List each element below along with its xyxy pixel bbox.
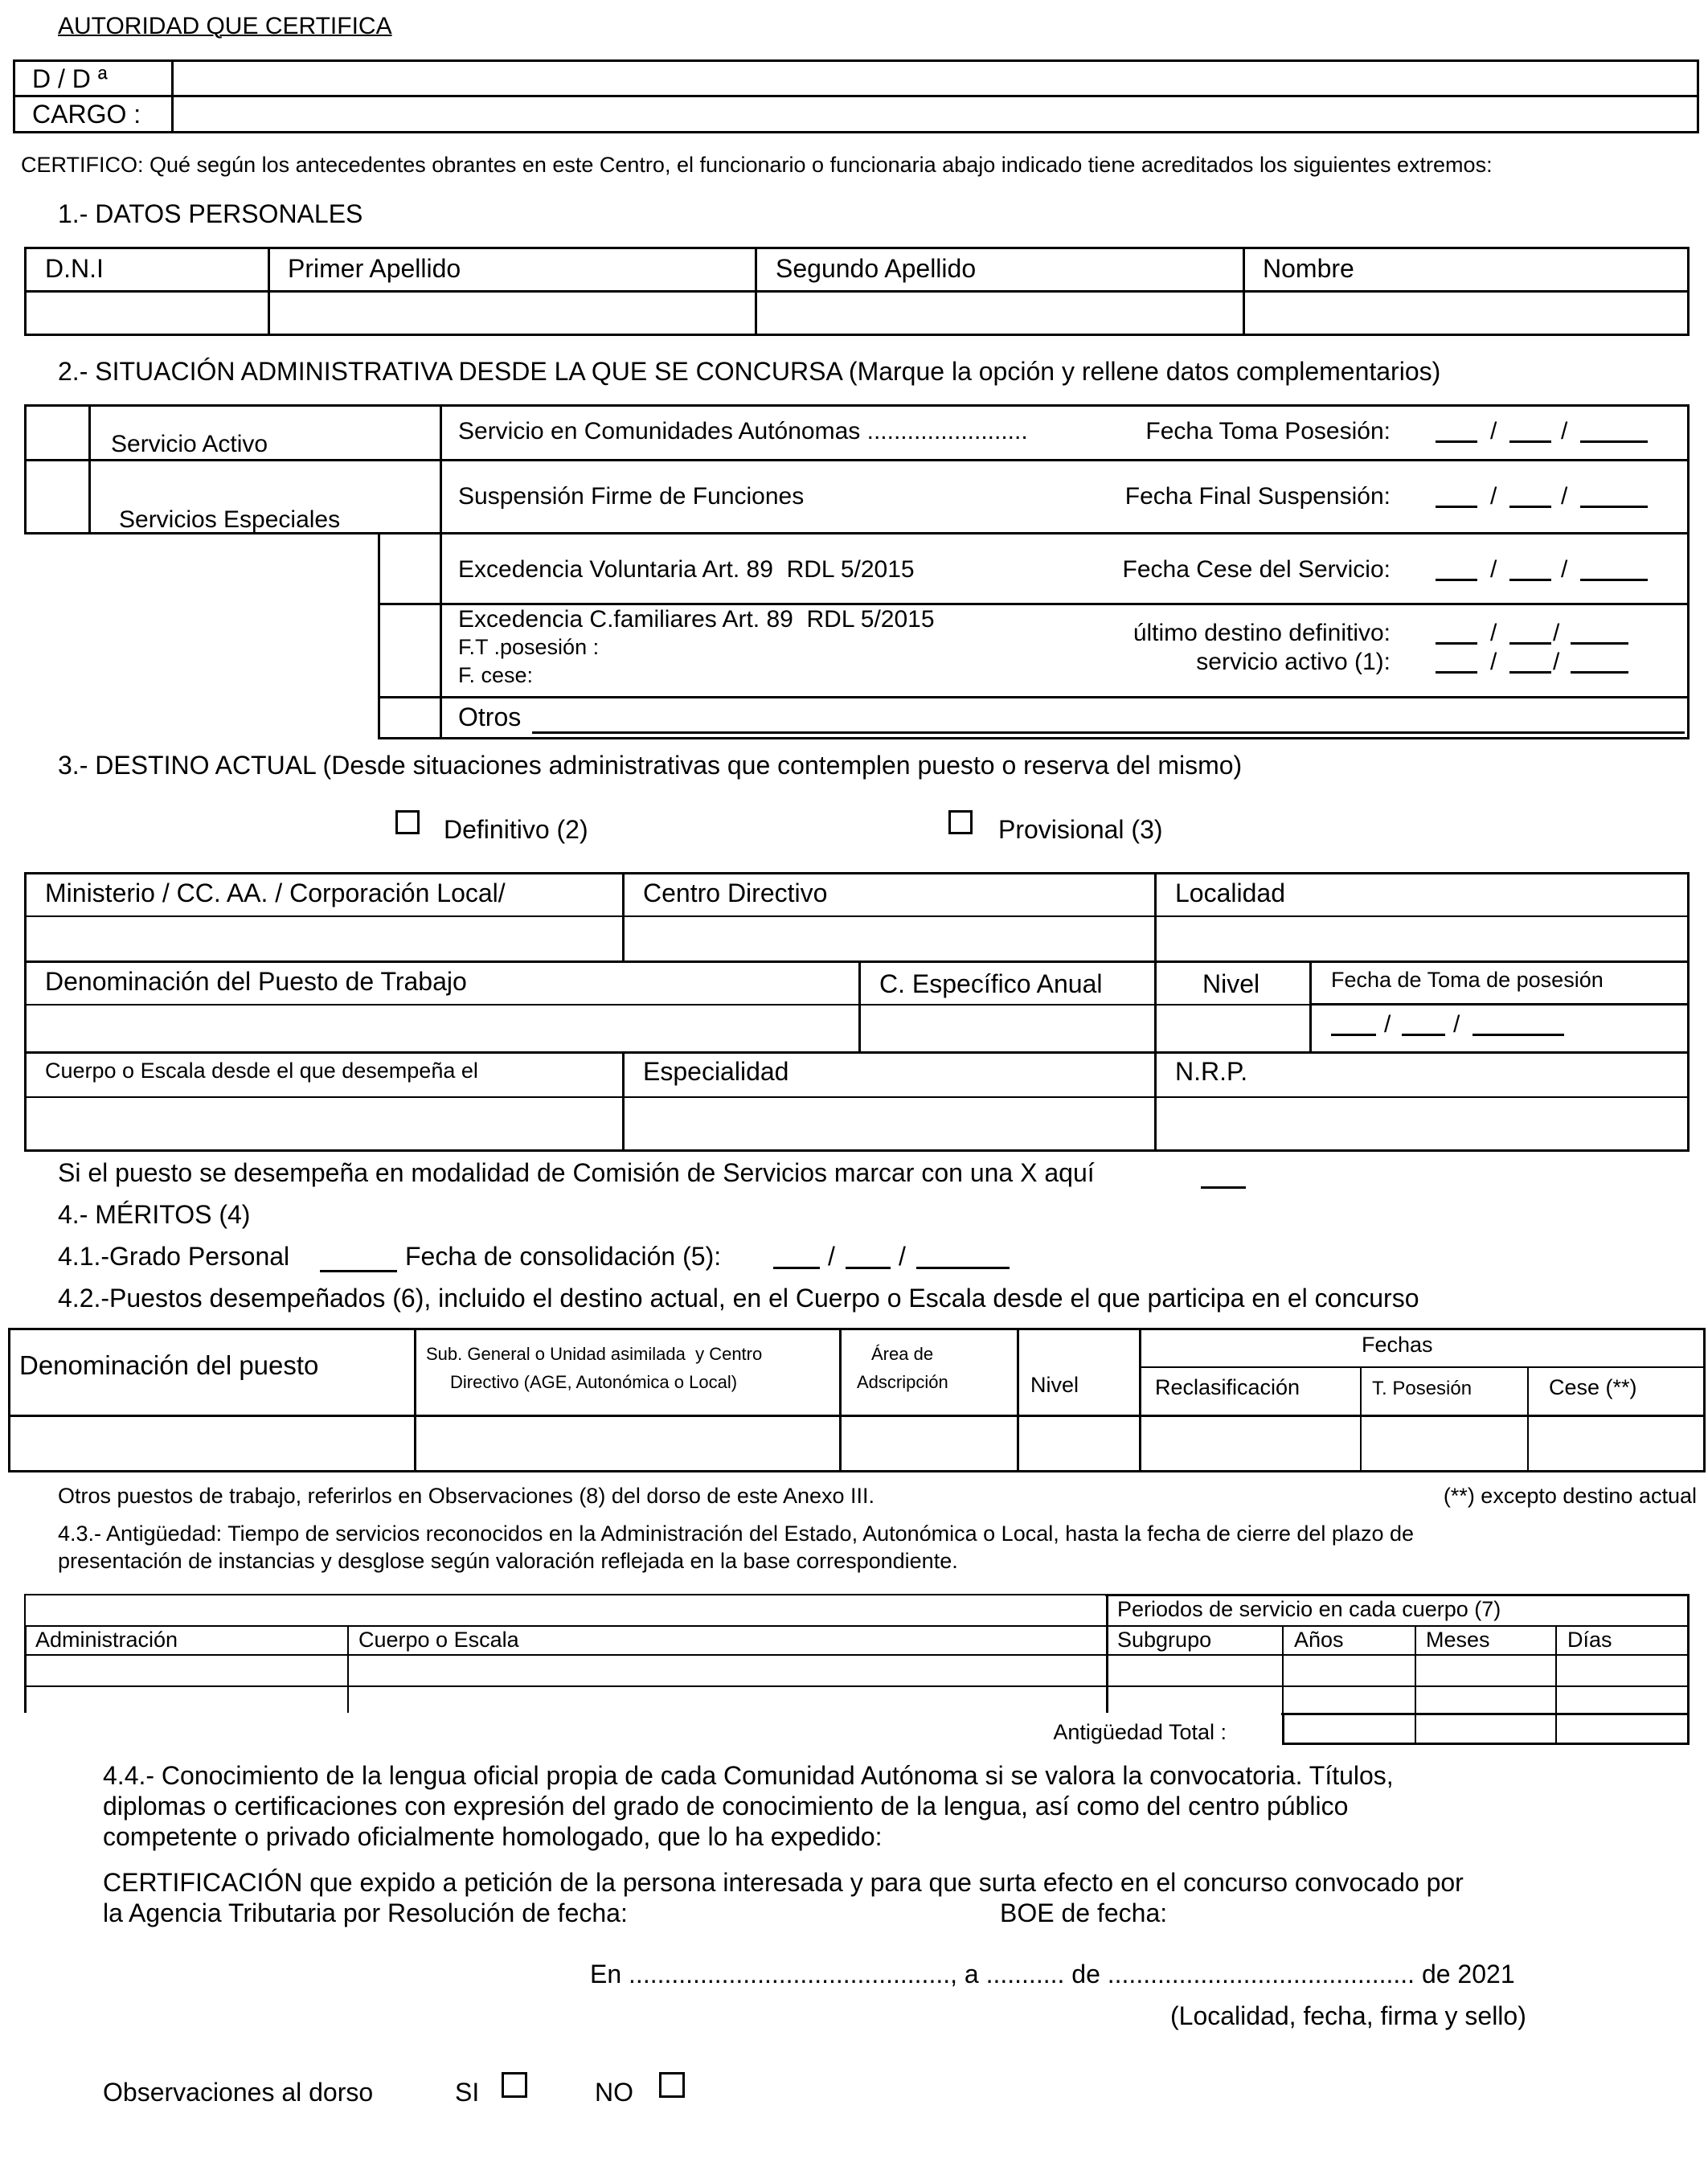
section-1-title: 1.- DATOS PERSONALES xyxy=(58,199,363,228)
divider xyxy=(1154,872,1157,960)
divider xyxy=(24,459,1690,461)
excedencia-familiares-label: Excedencia C.familiares Art. 89 RDL 5/2015 xyxy=(458,606,935,633)
section-4-title: 4.- MÉRITOS (4) xyxy=(58,1200,251,1229)
col-dni: D.N.I xyxy=(45,254,104,283)
divider xyxy=(1154,1051,1157,1152)
t42-denominacion: Denominación del puesto xyxy=(19,1350,319,1380)
t43-subgrupo: Subgrupo xyxy=(1117,1628,1212,1652)
date-blank[interactable]: / / xyxy=(1436,483,1648,512)
t43-row-input[interactable] xyxy=(27,1657,1686,1684)
divider xyxy=(622,1051,625,1152)
suspension-label: Suspensión Firme de Funciones xyxy=(458,483,805,510)
date-blank[interactable]: / / xyxy=(1436,418,1648,447)
section-44-line2: diplomas o certificaciones con expresión del grado de conocimiento de la lengua, así como del centro público xyxy=(103,1792,1349,1821)
f-cese-label: F. cese: xyxy=(458,663,534,687)
servicios-especiales-label: Servicios Especiales xyxy=(119,506,341,533)
segundo-apellido-input[interactable] xyxy=(759,294,1239,333)
grado-label: 4.1.-Grado Personal xyxy=(58,1242,290,1271)
divider xyxy=(1106,1625,1690,1627)
divider xyxy=(24,1685,1690,1687)
section-2-title: 2.- SITUACIÓN ADMINISTRATIVA DESDE LA QUE SE CONCURSA (Marque la opción y rellene datos complementarios) xyxy=(58,357,1441,386)
cuerpo-input[interactable] xyxy=(27,1100,619,1149)
divider xyxy=(1243,247,1245,336)
otros-checkbox[interactable] xyxy=(381,699,437,737)
comision-blank[interactable] xyxy=(1201,1164,1246,1189)
provisional-label: Provisional (3) xyxy=(998,815,1163,844)
fecha-toma-posesion-label: Fecha de Toma de posesión xyxy=(1331,968,1604,992)
divider xyxy=(440,404,442,739)
nombre-input[interactable] xyxy=(1247,294,1687,333)
servicios-especiales-checkbox[interactable] xyxy=(27,462,87,533)
definitivo-label: Definitivo (2) xyxy=(444,815,588,844)
comunidades-checkbox[interactable] xyxy=(381,408,437,457)
t43-meses: Meses xyxy=(1426,1628,1490,1652)
ministerio-label: Ministerio / CC. AA. / Corporación Local/ xyxy=(45,879,506,907)
c-especifico-label: C. Específico Anual xyxy=(879,969,1103,998)
centro-directivo-label: Centro Directivo xyxy=(643,879,828,907)
section-44-line3: competente o privado oficialmente homologado, que lo ha expedido: xyxy=(103,1822,883,1851)
col-segundo-apellido: Segundo Apellido xyxy=(776,254,977,283)
en-line: En ............................................., a ........... de ........................................... de 2021 xyxy=(590,1960,1515,1988)
section-43-line1: 4.3.- Antigüedad: Tiempo de servicios reconocidos en la Administración del Estado, Autonómica o Local, hasta la fecha de cierre del plazo de xyxy=(58,1522,1415,1546)
suspension-checkbox[interactable] xyxy=(381,462,437,533)
t42-reclasificacion: Reclasificación xyxy=(1155,1375,1300,1399)
col-nombre: Nombre xyxy=(1263,254,1354,283)
t42-t-posesion: T. Posesión xyxy=(1372,1378,1472,1399)
divider xyxy=(24,1051,1690,1054)
section-3-title: 3.- DESTINO ACTUAL (Desde situaciones administrativas que contemplen puesto o reserva del mismo) xyxy=(58,751,1243,780)
consolidacion-date-input[interactable]: / / xyxy=(773,1242,1014,1272)
dd-label: D / D ª xyxy=(32,64,108,93)
divider xyxy=(378,696,1690,698)
ft-posesion-label: F.T .posesión : xyxy=(458,635,600,659)
divider xyxy=(88,404,91,534)
provisional-checkbox[interactable] xyxy=(948,810,973,834)
divider xyxy=(1311,1003,1690,1005)
blank-corner xyxy=(26,1595,1105,1626)
t43-administracion: Administración xyxy=(35,1628,178,1652)
divider xyxy=(24,290,1690,293)
divider xyxy=(1154,960,1157,1051)
t42-fechas: Fechas xyxy=(1362,1333,1433,1357)
fecha-final-label: Fecha Final Suspensión: xyxy=(1124,483,1391,510)
t43-periodos: Periodos de servicio en cada cuerpo (7) xyxy=(1117,1597,1501,1621)
t42-area-2: Adscripción xyxy=(857,1372,948,1392)
dni-input[interactable] xyxy=(27,294,265,333)
date-blank[interactable]: / / xyxy=(1436,620,1641,649)
excedencia-voluntaria-label: Excedencia Voluntaria Art. 89 RDL 5/2015 xyxy=(458,556,915,583)
section-43-line2: presentación de instancias y desglose según valoración reflejada en la base correspondiente. xyxy=(58,1549,958,1573)
ministerio-input[interactable] xyxy=(27,919,619,958)
section-44-line1: 4.4.- Conocimiento de la lengua oficial propia de cada Comunidad Autónoma si se valora la convocatoria. Títulos, xyxy=(103,1761,1394,1790)
cargo-label: CARGO : xyxy=(32,100,141,129)
localidad-input[interactable] xyxy=(1158,919,1686,958)
c-especifico-input[interactable] xyxy=(862,1007,1152,1049)
nivel-input[interactable] xyxy=(1158,1007,1307,1049)
cuerpo-label: Cuerpo o Escala desde el que desempeña el xyxy=(45,1059,478,1083)
divider xyxy=(858,960,861,1051)
divider xyxy=(24,1654,1690,1656)
certificacion-line1: CERTIFICACIÓN que expido a petición de la persona interesada y para que surta efecto en el concurso convocado por xyxy=(103,1868,1464,1897)
divider xyxy=(1309,960,1312,1051)
certificacion-line2b: BOE de fecha: xyxy=(1000,1898,1168,1927)
nrp-input[interactable] xyxy=(1158,1100,1686,1149)
t43-total: Antigüedad Total : xyxy=(1053,1720,1227,1744)
divider xyxy=(171,59,174,133)
t43-anos: Años xyxy=(1294,1628,1344,1652)
t42-cese: Cese (**) xyxy=(1549,1375,1637,1399)
divider xyxy=(755,247,757,336)
certifico-text: CERTIFICO: Qué según los antecedentes obrantes en este Centro, el funcionario o funcionaria abajo indicado tiene acreditados los siguientes extremos: xyxy=(21,153,1493,177)
section-42-title: 4.2.-Puestos desempeñados (6), incluido el destino actual, en el Cuerpo o Escala desde el que participa en el concurso xyxy=(58,1284,1419,1313)
t42-subgeneral-1: Sub. General o Unidad asimilada y Centro xyxy=(426,1344,763,1364)
fecha-toma-posesion-input[interactable]: / / xyxy=(1331,1011,1564,1043)
divider xyxy=(24,1625,1106,1627)
divider xyxy=(8,1415,1706,1417)
divider xyxy=(24,915,1690,917)
t43-cuerpo: Cuerpo o Escala xyxy=(358,1628,519,1652)
otros-puestos-note: Otros puestos de trabajo, referirlos en Observaciones (8) del dorso de este Anexo III. xyxy=(58,1484,875,1508)
excedencia-familiares-checkbox[interactable] xyxy=(381,606,437,694)
servicio-activo-label: Servicio Activo xyxy=(111,431,268,457)
otros-label: Otros xyxy=(458,702,522,731)
excedencia-voluntaria-checkbox[interactable] xyxy=(381,536,437,601)
centro-directivo-input[interactable] xyxy=(626,919,1152,958)
excepto-note: (**) excepto destino actual xyxy=(1443,1484,1697,1508)
divider xyxy=(13,95,1699,97)
si-label: SI xyxy=(455,2078,480,2107)
t42-row-input[interactable] xyxy=(11,1419,1702,1469)
divider xyxy=(378,603,1690,605)
comision-text: Si el puesto se desempeña en modalidad de Comisión de Servicios marcar con una X aquí xyxy=(58,1158,1095,1187)
ultimo-destino-label: último destino definitivo: xyxy=(1133,620,1391,646)
cargo-input[interactable] xyxy=(175,98,1696,130)
date-blank[interactable]: / / xyxy=(1436,556,1648,585)
si-checkbox[interactable] xyxy=(502,2072,527,2098)
nrp-label: N.R.P. xyxy=(1175,1057,1248,1086)
no-checkbox[interactable] xyxy=(659,2072,685,2098)
dd-input[interactable] xyxy=(175,63,1696,93)
definitivo-checkbox[interactable] xyxy=(395,810,420,834)
t43-total-input[interactable] xyxy=(1285,1715,1687,1743)
primer-apellido-input[interactable] xyxy=(272,294,752,333)
no-label: NO xyxy=(595,2078,633,2107)
col-primer-apellido: Primer Apellido xyxy=(288,254,461,283)
otros-input[interactable] xyxy=(532,707,1685,734)
divider xyxy=(1139,1366,1706,1368)
t43-row-input[interactable] xyxy=(27,1688,1686,1714)
denominacion-input[interactable] xyxy=(27,1007,855,1049)
firma-note: (Localidad, fecha, firma y sello) xyxy=(1170,2001,1526,2030)
t43-dias: Días xyxy=(1567,1628,1612,1652)
servicio-activo-checkbox[interactable] xyxy=(27,408,87,457)
authority-heading: AUTORIDAD QUE CERTIFICA xyxy=(58,13,392,39)
observaciones-label: Observaciones al dorso xyxy=(103,2078,374,2107)
certificacion-line2a: la Agencia Tributaria por Resolución de fecha: xyxy=(103,1898,628,1927)
divider xyxy=(622,872,625,960)
fecha-toma-label: Fecha Toma Posesión: xyxy=(1145,418,1391,444)
especialidad-input[interactable] xyxy=(626,1100,1152,1149)
comunidades-label: Servicio en Comunidades Autónomas ........................ xyxy=(458,418,1028,444)
divider xyxy=(24,960,1690,963)
consolidacion-label: Fecha de consolidación (5): xyxy=(405,1242,722,1271)
nivel-label: Nivel xyxy=(1202,969,1260,998)
date-blank[interactable]: / / xyxy=(1436,649,1641,678)
grado-input[interactable] xyxy=(320,1247,397,1272)
localidad-label: Localidad xyxy=(1175,879,1285,907)
divider xyxy=(268,247,270,336)
t42-area-1: Área de xyxy=(871,1344,934,1364)
divider xyxy=(24,1096,1690,1098)
t42-subgeneral-2: Directivo (AGE, Autonómica o Local) xyxy=(450,1372,738,1392)
t42-nivel: Nivel xyxy=(1030,1373,1079,1397)
denominacion-label: Denominación del Puesto de Trabajo xyxy=(45,967,467,996)
servicio-activo-date-label: servicio activo (1): xyxy=(1196,649,1391,675)
especialidad-label: Especialidad xyxy=(643,1057,789,1086)
fecha-cese-label: Fecha Cese del Servicio: xyxy=(1122,556,1391,583)
